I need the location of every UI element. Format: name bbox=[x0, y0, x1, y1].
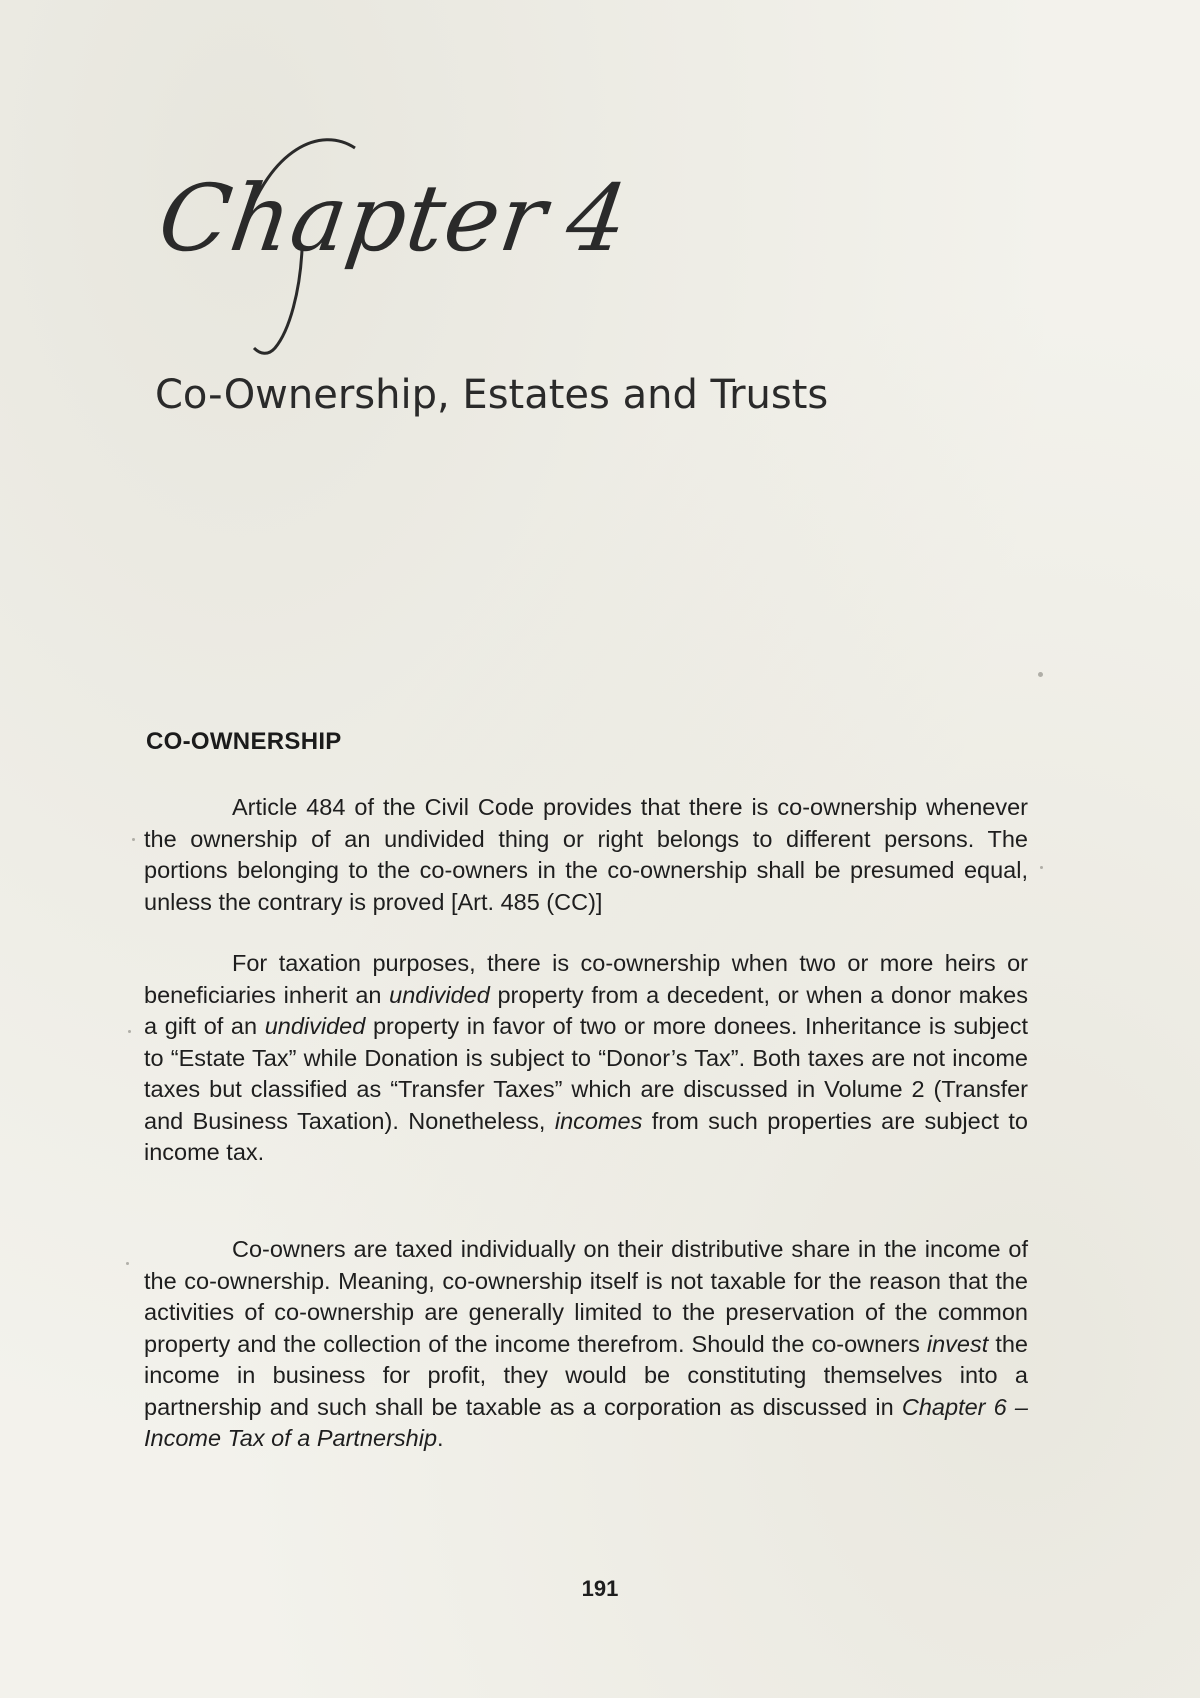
paragraph-2-part-c: property in favor of two or more donees. Inheritance is subject to “Estate Tax” while Donation is subject to “Donor’s Tax”. Both taxes are not income taxes but classified as “Transfer Taxes” which are discussed in Volume 2 (Transfer and Business Taxation). Nonetheless, bbox=[144, 1013, 1028, 1134]
paragraph-2-emphasis-2: undivided bbox=[264, 1013, 366, 1039]
chapter-word: Chapter bbox=[152, 165, 554, 272]
chapter-number: 4 bbox=[560, 165, 635, 272]
paragraph-2-text bbox=[144, 948, 1028, 1169]
scan-speck bbox=[128, 1030, 131, 1033]
paragraph-3-emphasis-1: invest bbox=[926, 1330, 989, 1357]
section-heading: CO-OWNERSHIP bbox=[146, 728, 342, 755]
scan-speck bbox=[1040, 866, 1043, 869]
page-number: 191 bbox=[581, 1576, 619, 1601]
chapter-label bbox=[152, 165, 634, 272]
paragraph-3-part-b: the income in business for profit, they would be constituting themselves into a partnership and such shall be taxable as a corporation as discussed in bbox=[144, 1330, 1028, 1420]
paragraph-2-emphasis-1: undivided bbox=[389, 981, 490, 1008]
paragraph-3 bbox=[144, 1234, 1028, 1455]
paragraph-3-emphasis-2: Chapter 6 – Income Tax of a Partnership bbox=[144, 1393, 1028, 1451]
paragraph-2-part-d: from such properties are subject to income tax. bbox=[144, 1107, 1028, 1165]
paragraph-2 bbox=[144, 948, 1028, 1169]
scan-speck bbox=[126, 1262, 129, 1265]
paragraph-2-part-b: property from a decedent, or when a donor makes a gift of an bbox=[144, 981, 1028, 1039]
paragraph-2-part-a: For taxation purposes, there is co-ownership when two or more heirs or beneficiaries inherit an bbox=[144, 950, 1028, 1008]
paragraph-1 bbox=[144, 792, 1028, 918]
paragraph-3-part-c: . bbox=[437, 1425, 444, 1451]
paragraph-2-emphasis-3: incomes bbox=[554, 1107, 643, 1134]
paragraph-1-text: Article 484 of the Civil Code provides that there is co-ownership whenever the ownership of an undivided thing or right belongs to different persons. The portions belonging to the co-owners in the co-ownership shall be presumed equal, unless the contrary is proved [Art. 485 (CC)] bbox=[144, 794, 1028, 915]
paragraph-3-text bbox=[144, 1234, 1028, 1455]
scan-speck bbox=[132, 838, 135, 841]
chapter-title: Co-Ownership, Estates and Trusts bbox=[155, 372, 829, 418]
paragraph-3-part-a: Co-owners are taxed individually on their distributive share in the income of the co-ownership. Meaning, co-ownership itself is not taxable for the reason that the activities of co-ownership are generally limited to the preservation of the common property and the collection of the income therefrom. Should the co-owners bbox=[144, 1236, 1028, 1357]
scan-speck bbox=[1038, 672, 1043, 677]
